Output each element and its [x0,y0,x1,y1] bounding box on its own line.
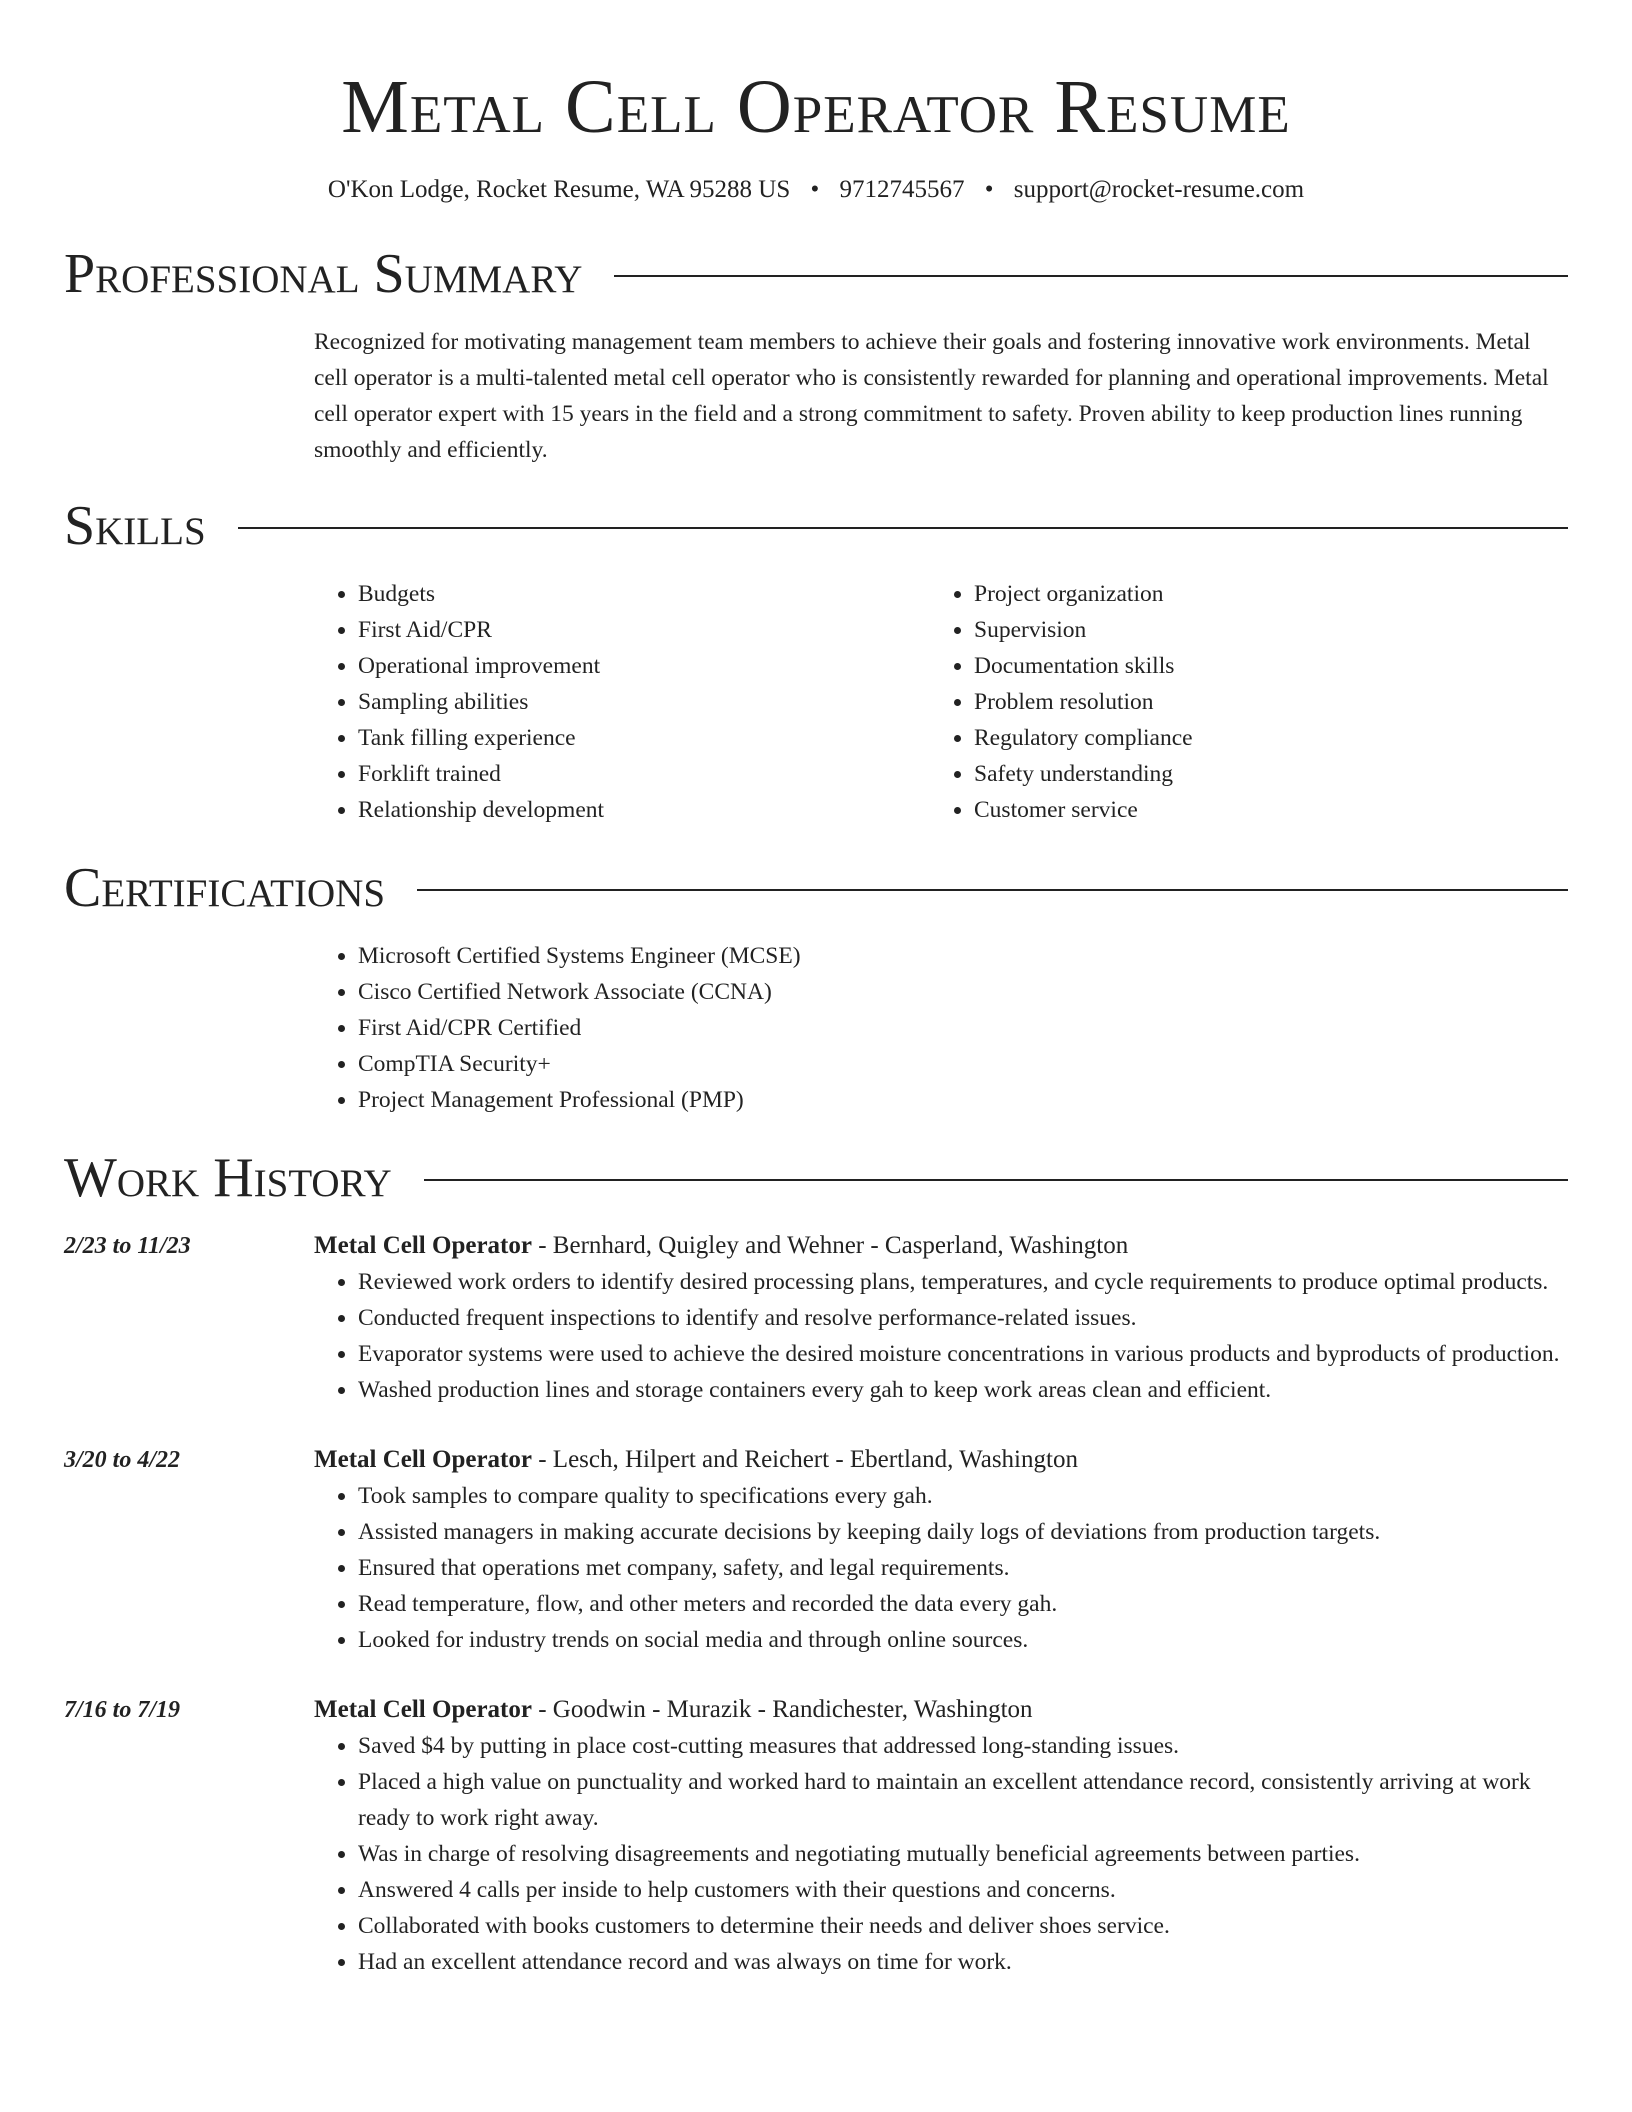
skill-item: • Safety understanding [974,756,1546,792]
summary-text: Recognized for motivating management team members to achieve their goals and fostering innovative work environments. Metal cell operator is a multi-talented metal cell operator who is consistently rewarded for planning and operational improvements. Metal cell operator expert with 15 years in the field and a strong commitment to safety. Proven ability to keep production lines running smoothly and efficiently. [314,329,1549,463]
skills-body [314,576,1568,828]
contact-phone: 9712745567 [839,176,965,203]
section-divider [614,275,1568,277]
job-bullet: • Washed production lines and storage containers every gah to keep work areas clean and efficient. [358,1372,1568,1408]
certification-item: • Project Management Professional (PMP) [358,1082,1568,1118]
work-history-header [64,1146,1568,1210]
certifications-heading: Certifications [64,857,386,919]
skills-list-right [930,576,1546,828]
job-main [314,1442,1568,1658]
skill-item: • Budgets [358,576,930,612]
section-divider [238,527,1568,529]
job-role: Metal Cell Operator [314,1446,532,1473]
job-bullets [314,1728,1568,1980]
work-history-heading: Work History [64,1147,392,1209]
job-dates: 3/20 to 4/22 [64,1447,181,1473]
job-role: Metal Cell Operator [314,1696,532,1723]
section-divider [424,1179,1568,1181]
job-employer: - Bernhard, Quigley and Wehner - Casperland, Washington [531,1232,1129,1259]
certification-item: • First Aid/CPR Certified [358,1010,1568,1046]
job-bullet: • Placed a high value on punctuality and worked hard to maintain an excellent attendance record, consistently arriving at work ready to work right away. [358,1764,1568,1836]
job-bullet: • Had an excellent attendance record and was always on time for work. [358,1944,1568,1980]
skills-list-left [314,576,930,828]
summary-heading: Professional Summary [64,243,583,305]
job-dates: 2/23 to 11/23 [64,1233,191,1259]
resume-title: Metal Cell Operator Resume [341,65,1291,149]
job-heading [314,1692,1568,1728]
job-main [314,1692,1568,1980]
certifications-list [314,938,1568,1118]
contact-line [64,174,1568,206]
resume-page [64,0,1568,1980]
job-role: Metal Cell Operator [314,1232,532,1259]
contact-address: O'Kon Lodge, Rocket Resume, WA 95288 US [327,176,791,203]
job-bullet: • Evaporator systems were used to achieve the desired moisture concentrations in various products and byproducts of production. [358,1336,1568,1372]
contact-separator: • [984,176,994,203]
skill-item: • Problem resolution [974,684,1546,720]
skill-item: • Supervision [974,612,1546,648]
contact-separator: • [810,176,820,203]
skills-header [64,494,1568,558]
skill-item: • Documentation skills [974,648,1546,684]
certifications-section [64,856,1568,1118]
job-employer: - Goodwin - Murazik - Randichester, Washington [531,1696,1033,1723]
skill-item: • Customer service [974,792,1546,828]
skill-item: • Sampling abilities [358,684,930,720]
skill-item: • First Aid/CPR [358,612,930,648]
skills-section [64,494,1568,828]
job-bullet: • Conducted frequent inspections to identify and resolve performance-related issues. [358,1300,1568,1336]
skills-heading: Skills [64,495,206,557]
job-bullet: • Looked for industry trends on social media and through online sources. [358,1622,1568,1658]
section-divider [417,889,1568,891]
certifications-header [64,856,1568,920]
skill-item: • Relationship development [358,792,930,828]
contact-email: support@rocket-resume.com [1013,176,1305,203]
job-entry [64,1442,1568,1658]
work-history-section [64,1146,1568,1980]
job-dates: 7/16 to 7/19 [64,1697,181,1723]
job-bullet: • Ensured that operations met company, safety, and legal requirements. [358,1550,1568,1586]
job-bullet: • Saved $4 by putting in place cost-cutting measures that addressed long-standing issues. [358,1728,1568,1764]
skills-column-right [930,576,1546,828]
summary-section [64,242,1568,468]
job-employer: - Lesch, Hilpert and Reichert - Ebertland, Washington [531,1446,1078,1473]
skill-item: • Regulatory compliance [974,720,1546,756]
job-bullets [314,1264,1568,1408]
job-entry [64,1692,1568,1980]
job-bullet: • Assisted managers in making accurate decisions by keeping daily logs of deviations from production targets. [358,1514,1568,1550]
summary-header [64,242,1568,306]
certifications-body [314,938,1568,1118]
job-main [314,1228,1568,1408]
certification-item: • Microsoft Certified Systems Engineer (MCSE) [358,938,1568,974]
job-heading [314,1442,1568,1478]
job-bullet: • Was in charge of resolving disagreements and negotiating mutually beneficial agreements between parties. [358,1836,1568,1872]
job-entry [64,1228,1568,1408]
skill-item: • Forklift trained [358,756,930,792]
skill-item: • Operational improvement [358,648,930,684]
certification-item: • CompTIA Security+ [358,1046,1568,1082]
skills-column-left [314,576,930,828]
job-bullet: • Read temperature, flow, and other meters and recorded the data every gah. [358,1586,1568,1622]
job-bullet: • Answered 4 calls per inside to help customers with their questions and concerns. [358,1872,1568,1908]
job-bullet: • Reviewed work orders to identify desired processing plans, temperatures, and cycle requirements to produce optimal products. [358,1264,1568,1300]
skill-item: • Project organization [974,576,1546,612]
summary-body [314,324,1568,468]
skill-item: • Tank filling experience [358,720,930,756]
job-heading [314,1228,1568,1264]
job-bullets [314,1478,1568,1658]
job-bullet: • Took samples to compare quality to specifications every gah. [358,1478,1568,1514]
certification-item: • Cisco Certified Network Associate (CCNA) [358,974,1568,1010]
job-bullet: • Collaborated with books customers to determine their needs and deliver shoes service. [358,1908,1568,1944]
